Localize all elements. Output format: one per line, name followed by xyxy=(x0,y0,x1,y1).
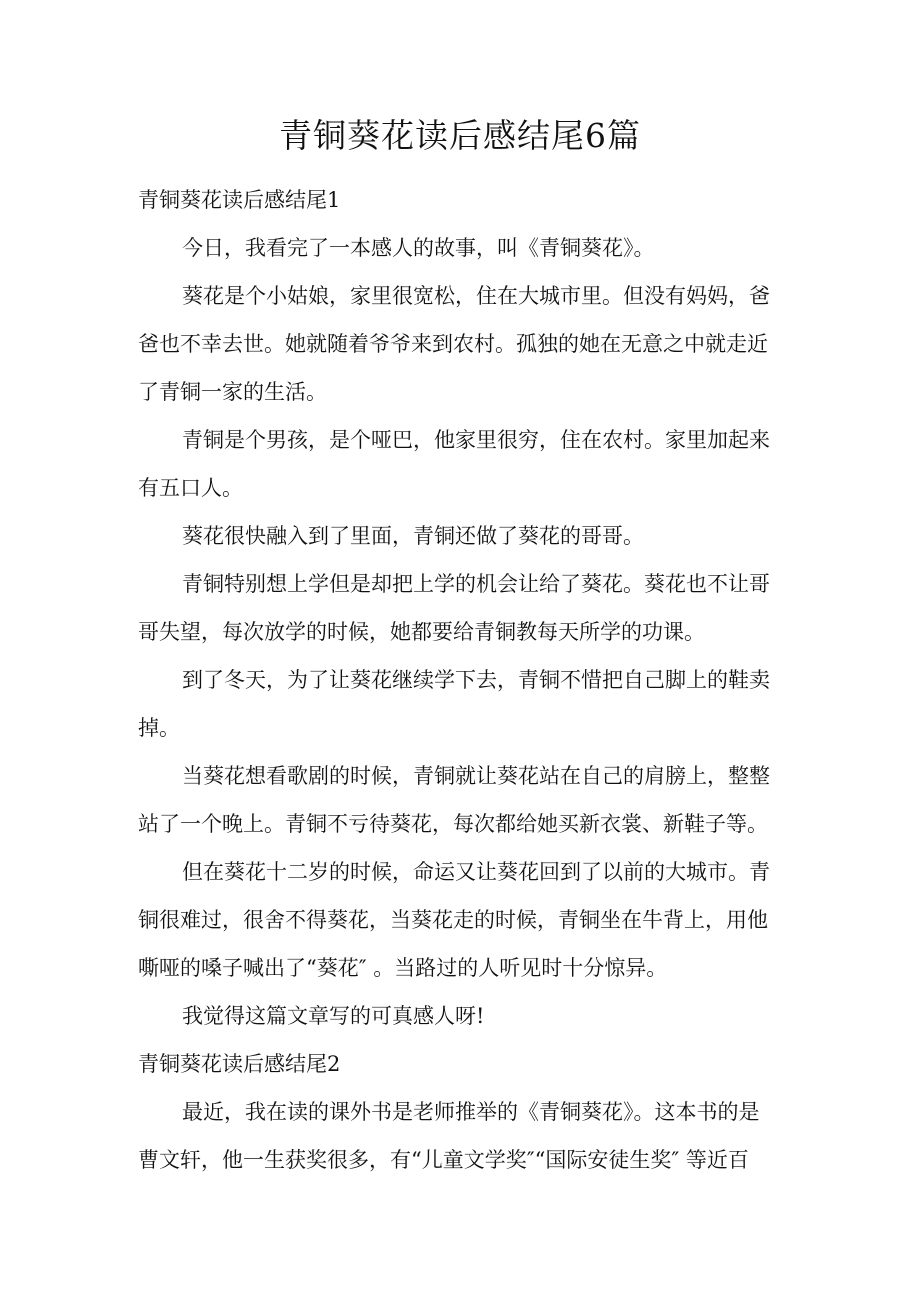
text-line: 葵花很快融入到了里面，青铜还做了葵花的哥哥。 xyxy=(182,524,644,548)
text-line: 爸也不幸去世。她就随着爷爷来到农村。孤独的她在无意之中就走近 xyxy=(138,332,768,356)
text-line: 站了一个晚上。青铜不亏待葵花，每次都给她买新衣裳、新鞋子等。 xyxy=(138,812,768,836)
text-line: 青铜是个男孩，是个哑巴，他家里很穷，住在农村。家里加起来 xyxy=(182,428,770,452)
paragraph xyxy=(138,224,788,272)
text-line: 掉。 xyxy=(138,716,180,740)
paragraph xyxy=(138,416,788,512)
text-line: 今日，我看完了一本感人的故事，叫《青铜葵花》。 xyxy=(182,236,655,260)
text-line: 当葵花想看歌剧的时候，青铜就让葵花站在自己的肩膀上，整整 xyxy=(182,764,770,788)
text-line: 到了冬天，为了让葵花继续学下去，青铜不惜把自己脚上的鞋卖 xyxy=(182,668,770,692)
text-line: 铜很难过，很舍不得葵花，当葵花走的时候，青铜坐在牛背上，用他 xyxy=(138,908,768,932)
text-line: 有五口人。 xyxy=(138,476,243,500)
document-title: 青铜葵花读后感结尾6篇 xyxy=(279,116,641,155)
text-line: 了青铜一家的生活。 xyxy=(138,380,327,404)
section-heading: 青铜葵花读后感结尾1 xyxy=(138,188,341,212)
paragraph xyxy=(138,848,788,992)
text-line: 葵花是个小姑娘，家里很宽松，住在大城市里。但没有妈妈，爸 xyxy=(182,284,770,308)
paragraph xyxy=(138,656,788,752)
paragraph xyxy=(138,560,788,656)
text-line: 青铜特别想上学但是却把上学的机会让给了葵花。葵花也不让哥 xyxy=(182,572,770,596)
paragraph xyxy=(138,512,788,560)
document-body xyxy=(138,176,788,1184)
paragraph xyxy=(138,752,788,848)
text-line: 但在葵花十二岁的时候，命运又让葵花回到了以前的大城市。青 xyxy=(182,860,770,884)
text-line: 哥失望，每次放学的时候，她都要给青铜教每天所学的功课。 xyxy=(138,620,705,644)
text-line: 嘶哑的嗓子喊出了“葵花″ 。当路过的人听见时十分惊异。 xyxy=(138,956,668,980)
text-line: 曹文轩，他一生获奖很多，有“儿童文学奖″“国际安徒生奖″ 等近百 xyxy=(138,1148,749,1172)
paragraph xyxy=(138,272,788,416)
paragraph xyxy=(138,1088,788,1184)
text-line: 最近，我在读的课外书是老师推举的《青铜葵花》。这本书的是 xyxy=(182,1100,760,1124)
paragraph xyxy=(138,992,788,1040)
section-heading: 青铜葵花读后感结尾2 xyxy=(138,1052,341,1076)
text-line: 我觉得这篇文章写的可真感人呀! xyxy=(182,1004,485,1028)
